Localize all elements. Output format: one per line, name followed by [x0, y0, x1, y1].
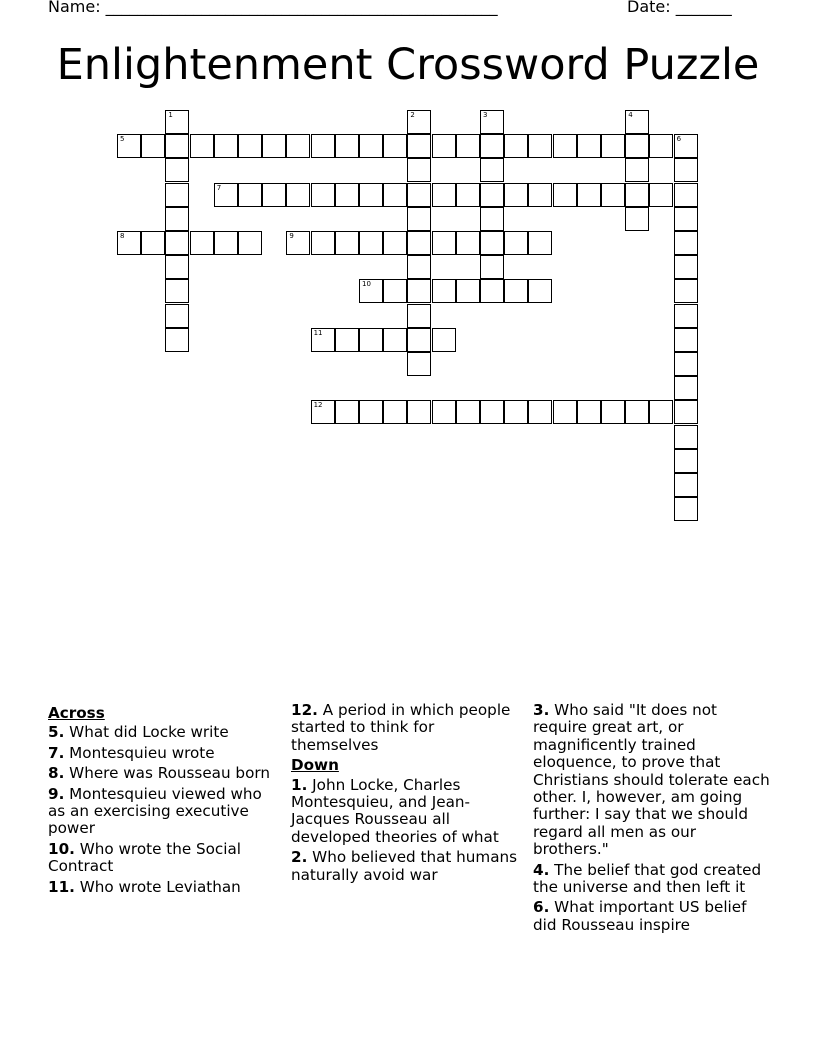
grid-cell[interactable]: [311, 328, 335, 352]
grid-cell[interactable]: [625, 158, 649, 182]
grid-cell[interactable]: [553, 134, 577, 158]
grid-cell[interactable]: [577, 400, 601, 424]
clue-number: 6.: [533, 898, 550, 917]
grid-cell[interactable]: [480, 279, 504, 303]
grid-cell[interactable]: [311, 400, 335, 424]
grid-cell[interactable]: [238, 134, 262, 158]
grid-cell[interactable]: [432, 328, 456, 352]
clue-number: 9.: [48, 784, 65, 803]
clue-number: 3.: [533, 701, 550, 719]
grid-cell[interactable]: [528, 183, 552, 207]
grid-cell[interactable]: [407, 231, 431, 255]
grid-cell[interactable]: [141, 231, 165, 255]
grid-cell[interactable]: [674, 134, 698, 158]
grid-cell[interactable]: [117, 134, 141, 158]
grid-cell[interactable]: [165, 328, 189, 352]
grid-cell[interactable]: [286, 231, 310, 255]
clue-text: What did Locke write: [69, 723, 229, 742]
grid-cell[interactable]: [504, 279, 528, 303]
grid-cell[interactable]: [504, 134, 528, 158]
clue-down-6: [533, 899, 773, 934]
grid-cell[interactable]: [407, 183, 431, 207]
down-heading: Down: [291, 756, 339, 775]
clue-number: 5.: [48, 723, 65, 742]
grid-cell[interactable]: [577, 134, 601, 158]
grid-cell[interactable]: [601, 183, 625, 207]
grid-cell[interactable]: [601, 134, 625, 158]
grid-cell[interactable]: [674, 400, 698, 424]
clue-text: Montesquieu viewed who as an exercising executive power: [48, 784, 262, 838]
grid-cell[interactable]: [383, 183, 407, 207]
grid-cell[interactable]: [359, 400, 383, 424]
grid-cell[interactable]: [165, 158, 189, 182]
clue-text: John Locke, Charles Montesquieu, and Jean-Jacques Rousseau all developed theories of what: [291, 775, 499, 846]
grid-cell[interactable]: [528, 279, 552, 303]
grid-cell[interactable]: [383, 279, 407, 303]
grid-cell[interactable]: [432, 400, 456, 424]
grid-cell[interactable]: [286, 134, 310, 158]
grid-cell[interactable]: [383, 400, 407, 424]
grid-cell[interactable]: [432, 279, 456, 303]
grid-cell[interactable]: [674, 304, 698, 328]
clues-column-3: [533, 702, 773, 937]
grid-cell[interactable]: [625, 183, 649, 207]
grid-cell[interactable]: [359, 134, 383, 158]
grid-cell[interactable]: [383, 328, 407, 352]
grid-cell[interactable]: [190, 231, 214, 255]
clue-text: Who wrote Leviathan: [79, 877, 241, 896]
clue-text: Who wrote the Social Contract: [48, 839, 242, 876]
grid-cell[interactable]: [165, 255, 189, 279]
grid-cell[interactable]: [504, 400, 528, 424]
grid-cell[interactable]: [480, 207, 504, 231]
grid-cell[interactable]: [456, 400, 480, 424]
grid-cell[interactable]: [674, 352, 698, 376]
grid-cell[interactable]: [456, 134, 480, 158]
grid-cell[interactable]: [359, 279, 383, 303]
grid-cell[interactable]: [335, 134, 359, 158]
clue-down-1: [291, 777, 523, 847]
grid-cell[interactable]: [262, 183, 286, 207]
clue-start-number: 11: [313, 328, 323, 337]
clue-start-number: 4: [628, 111, 633, 119]
grid-cell[interactable]: [504, 183, 528, 207]
crossword-grid: [0, 0, 816, 520]
clue-start-number: 6: [676, 135, 682, 144]
grid-cell[interactable]: [407, 304, 431, 328]
clue-number: 4.: [533, 860, 550, 879]
grid-cell[interactable]: [311, 231, 335, 255]
clue-text: Who said "It does not require great art, or magnificently trained eloquence, to prove that Christians should tolerate each other. I, however, am going further: I say that we should regard all men as our brothers.": [533, 701, 770, 859]
grid-cell[interactable]: [407, 110, 431, 134]
grid-cell[interactable]: [674, 425, 698, 449]
grid-cell[interactable]: [674, 376, 698, 400]
clue-across-12: [291, 702, 523, 754]
grid-cell[interactable]: [480, 400, 504, 424]
clue-text: A period in which people started to think for themselves: [291, 701, 511, 754]
grid-cell[interactable]: [480, 255, 504, 279]
clue-start-number: 2: [410, 111, 415, 119]
clue-number: 7.: [48, 743, 65, 762]
clue-start-number: 7: [216, 183, 222, 192]
grid-cell[interactable]: [383, 134, 407, 158]
grid-cell[interactable]: [214, 134, 238, 158]
grid-cell[interactable]: [432, 231, 456, 255]
grid-cell[interactable]: [165, 110, 189, 134]
grid-cell[interactable]: [359, 231, 383, 255]
grid-cell[interactable]: [407, 328, 431, 352]
grid-cell[interactable]: [335, 231, 359, 255]
grid-cell[interactable]: [407, 279, 431, 303]
clue-number: 10.: [48, 839, 75, 858]
clue-text: Montesquieu wrote: [69, 743, 215, 762]
clues-column-2: [291, 702, 523, 887]
grid-cell[interactable]: [335, 400, 359, 424]
clue-start-number: 10: [362, 280, 371, 289]
grid-cell[interactable]: [674, 207, 698, 231]
grid-cell[interactable]: [456, 279, 480, 303]
clue-number: 11.: [48, 877, 75, 896]
clue-across-11: [48, 879, 270, 896]
grid-cell[interactable]: [601, 400, 625, 424]
grid-cell[interactable]: [528, 231, 552, 255]
clue-start-number: 1: [168, 111, 173, 119]
grid-cell[interactable]: [407, 134, 431, 158]
clue-number: 8.: [48, 764, 65, 783]
grid-cell[interactable]: [238, 231, 262, 255]
grid-cell[interactable]: [649, 183, 673, 207]
grid-cell[interactable]: [674, 497, 698, 521]
clue-across-10: [48, 841, 270, 876]
clue-across-8: [48, 765, 270, 782]
across-heading: Across: [48, 704, 105, 722]
grid-cell[interactable]: [165, 134, 189, 158]
grid-cell[interactable]: [480, 231, 504, 255]
grid-cell[interactable]: [165, 183, 189, 207]
grid-cell[interactable]: [553, 400, 577, 424]
clue-text: What important US belief did Rousseau inspire: [533, 898, 747, 934]
grid-cell[interactable]: [117, 231, 141, 255]
grid-cell[interactable]: [553, 183, 577, 207]
grid-cell[interactable]: [286, 183, 310, 207]
grid-cell[interactable]: [480, 110, 504, 134]
clue-start-number: 8: [120, 232, 125, 240]
clue-text: The belief that god created the universe and then left it: [533, 860, 762, 897]
grid-cell[interactable]: [456, 183, 480, 207]
page-title: Enlightenment Crossword Puzzle: [56, 40, 760, 90]
grid-cell[interactable]: [674, 279, 698, 303]
clue-across-9: [48, 786, 270, 838]
grid-cell[interactable]: [480, 134, 504, 158]
grid-cell[interactable]: [335, 328, 359, 352]
grid-cell[interactable]: [214, 183, 238, 207]
grid-cell[interactable]: [359, 183, 383, 207]
grid-cell[interactable]: [141, 134, 165, 158]
date-field-label: Date: _______: [627, 0, 732, 16]
grid-cell[interactable]: [504, 231, 528, 255]
clue-start-number: 9: [289, 232, 294, 240]
grid-cell[interactable]: [432, 183, 456, 207]
clue-start-number: 12: [313, 401, 323, 410]
name-field-label: Name: _________________________________________________: [48, 0, 498, 16]
clue-across-7: [48, 745, 270, 762]
clue-number: 12.: [291, 701, 318, 719]
grid-cell[interactable]: [407, 400, 431, 424]
clue-start-number: 3: [483, 111, 488, 119]
grid-cell[interactable]: [674, 449, 698, 473]
grid-cell[interactable]: [214, 231, 238, 255]
grid-cell[interactable]: [674, 473, 698, 497]
clue-text: Where was Rousseau born: [69, 764, 270, 783]
clue-down-3: [533, 702, 773, 859]
grid-cell[interactable]: [407, 158, 431, 182]
grid-cell[interactable]: [528, 134, 552, 158]
grid-cell[interactable]: [528, 400, 552, 424]
grid-cell[interactable]: [383, 231, 407, 255]
grid-cell[interactable]: [262, 134, 286, 158]
grid-cell[interactable]: [649, 400, 673, 424]
grid-cell[interactable]: [407, 255, 431, 279]
clue-down-4: [533, 862, 773, 897]
grid-cell[interactable]: [238, 183, 262, 207]
grid-cell[interactable]: [165, 207, 189, 231]
grid-cell[interactable]: [480, 183, 504, 207]
grid-cell[interactable]: [165, 279, 189, 303]
grid-cell[interactable]: [190, 134, 214, 158]
clues-column-1: [48, 702, 270, 899]
grid-cell[interactable]: [456, 231, 480, 255]
clue-across-5: [48, 724, 270, 741]
grid-cell[interactable]: [359, 328, 383, 352]
clue-number: 1.: [291, 775, 308, 794]
grid-cell[interactable]: [625, 110, 649, 134]
grid-cell[interactable]: [335, 183, 359, 207]
grid-cell[interactable]: [480, 158, 504, 182]
clue-down-2: [291, 849, 523, 884]
clue-start-number: 5: [120, 135, 125, 144]
grid-cell[interactable]: [674, 158, 698, 182]
grid-cell[interactable]: [165, 304, 189, 328]
grid-cell[interactable]: [577, 183, 601, 207]
grid-cell[interactable]: [674, 255, 698, 279]
grid-cell[interactable]: [407, 207, 431, 231]
grid-cell[interactable]: [649, 134, 673, 158]
grid-cell[interactable]: [674, 183, 698, 207]
grid-cell[interactable]: [625, 400, 649, 424]
grid-cell[interactable]: [432, 134, 456, 158]
grid-cell[interactable]: [407, 352, 431, 376]
grid-cell[interactable]: [674, 328, 698, 352]
grid-cell[interactable]: [165, 231, 189, 255]
grid-cell[interactable]: [311, 183, 335, 207]
clue-text: Who believed that humans naturally avoid war: [291, 848, 518, 884]
grid-cell[interactable]: [625, 207, 649, 231]
grid-cell[interactable]: [674, 231, 698, 255]
grid-cell[interactable]: [311, 134, 335, 158]
clue-number: 2.: [291, 848, 308, 867]
grid-cell[interactable]: [625, 134, 649, 158]
